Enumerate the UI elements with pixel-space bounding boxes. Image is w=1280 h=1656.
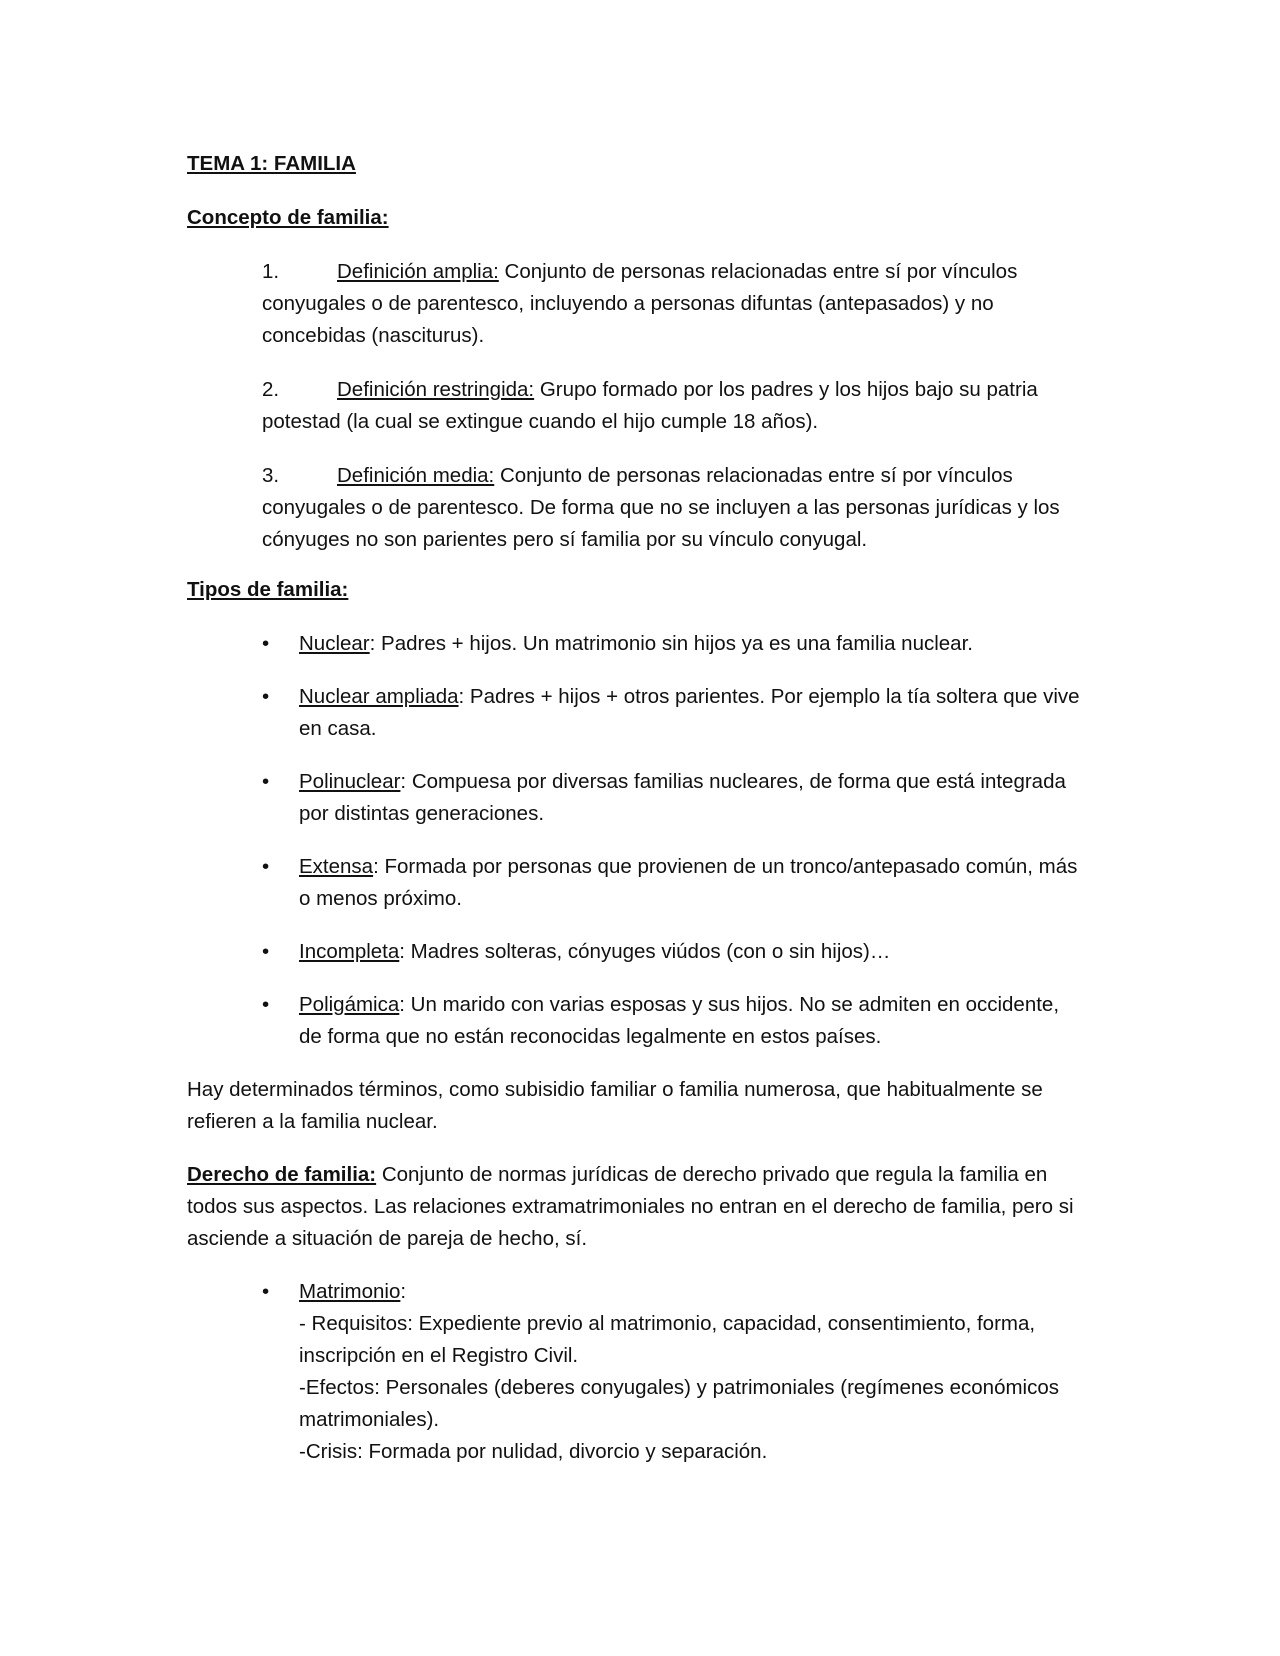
item-text: : Madres solteras, cónyuges viúdos (con o sin hijos)… <box>399 940 891 963</box>
concepto-heading: Concepto de familia: <box>187 206 389 229</box>
item-number: 3. <box>262 464 280 487</box>
item-text: : Padres + hijos + otros parientes. Por ejemplo la tía soltera que vive en casa. <box>299 685 1080 740</box>
list-item <box>262 766 1087 830</box>
list-item <box>262 681 1087 745</box>
list-item <box>262 628 1087 660</box>
crisis-line: -Crisis: Formada por nulidad, divorcio y separación. <box>299 1440 768 1463</box>
item-term: Definición media: <box>337 464 495 487</box>
item-term: Nuclear <box>299 632 370 655</box>
bullet-icon: • <box>262 632 270 655</box>
list-item <box>262 374 1087 438</box>
item-text: : Padres + hijos. Un matrimonio sin hijos ya es una familia nuclear. <box>369 632 973 655</box>
item-term: Extensa <box>299 855 374 878</box>
list-item <box>262 460 1087 556</box>
item-text: Grupo formado por los padres y los hijos bajo su patria potestad (la cual se extingue cuando el hijo cumple 18 años). <box>262 378 1038 433</box>
requisitos-line: - Requisitos: Expediente previo al matrimonio, capacidad, consentimiento, forma, inscripción en el Registro Civil. <box>299 1312 1036 1367</box>
bullet-icon: • <box>262 685 270 708</box>
item-term: Incompleta <box>299 940 400 963</box>
list-item <box>262 936 1087 968</box>
item-number: 2. <box>262 378 280 401</box>
item-term: Poligámica <box>299 993 400 1016</box>
tipos-heading: Tipos de familia: <box>187 578 349 601</box>
item-text: : Compuesa por diversas familias nucleares, de forma que está integrada por distintas generaciones. <box>299 770 1066 825</box>
item-term: Definición restringida: <box>337 378 535 401</box>
list-item <box>262 851 1087 915</box>
list-item <box>262 989 1087 1053</box>
matrimonio-list <box>262 1276 1087 1468</box>
item-text: : Un marido con varias esposas y sus hijos. No se admiten en occidente, de forma que no están reconocidas legalmente en estos países. <box>299 993 1060 1048</box>
list-item <box>262 1276 1087 1468</box>
item-term: Nuclear ampliada <box>299 685 459 708</box>
bullet-icon: • <box>262 1280 270 1303</box>
item-term: Polinuclear <box>299 770 401 793</box>
document-page <box>187 148 1087 1489</box>
derecho-paragraph <box>187 1159 1087 1255</box>
list-item <box>262 256 1087 352</box>
derecho-text: Conjunto de normas jurídicas de derecho privado que regula la familia en todos sus aspectos. Las relaciones extramatrimoniales no entran en el derecho de familia, pero si asciende a situación de pareja de hecho, sí. <box>187 1163 1074 1250</box>
bullet-icon: • <box>262 770 270 793</box>
efectos-line: -Efectos: Personales (deberes conyugales) y patrimoniales (regímenes económicos matrimoniales). <box>299 1376 1060 1431</box>
item-number: 1. <box>262 260 280 283</box>
item-text: Conjunto de personas relacionadas entre sí por vínculos conyugales o de parentesco. De forma que no se incluyen a las personas jurídicas y los cónyuges no son parientes pero sí familia por su vínculo conyugal. <box>262 464 1060 551</box>
bullet-icon: • <box>262 855 270 878</box>
item-term: Definición amplia: <box>337 260 499 283</box>
body-paragraph: Hay determinados términos, como subisidio familiar o familia numerosa, que habitualmente se refieren a la familia nuclear. <box>187 1078 1043 1133</box>
item-text: : Formada por personas que provienen de un tronco/antepasado común, más o menos próximo. <box>299 855 1078 910</box>
concepto-list <box>262 256 1087 556</box>
document-title: TEMA 1: FAMILIA <box>187 152 356 175</box>
matrimonio-term: Matrimonio <box>299 1280 401 1303</box>
derecho-term: Derecho de familia: <box>187 1163 377 1186</box>
item-text: Conjunto de personas relacionadas entre sí por vínculos conyugales o de parentesco, incluyendo a personas difuntas (antepasados) y no concebidas (nasciturus). <box>262 260 1018 347</box>
matrimonio-colon: : <box>400 1280 407 1303</box>
bullet-icon: • <box>262 993 270 1016</box>
tipos-list <box>262 628 1087 1053</box>
bullet-icon: • <box>262 940 270 963</box>
